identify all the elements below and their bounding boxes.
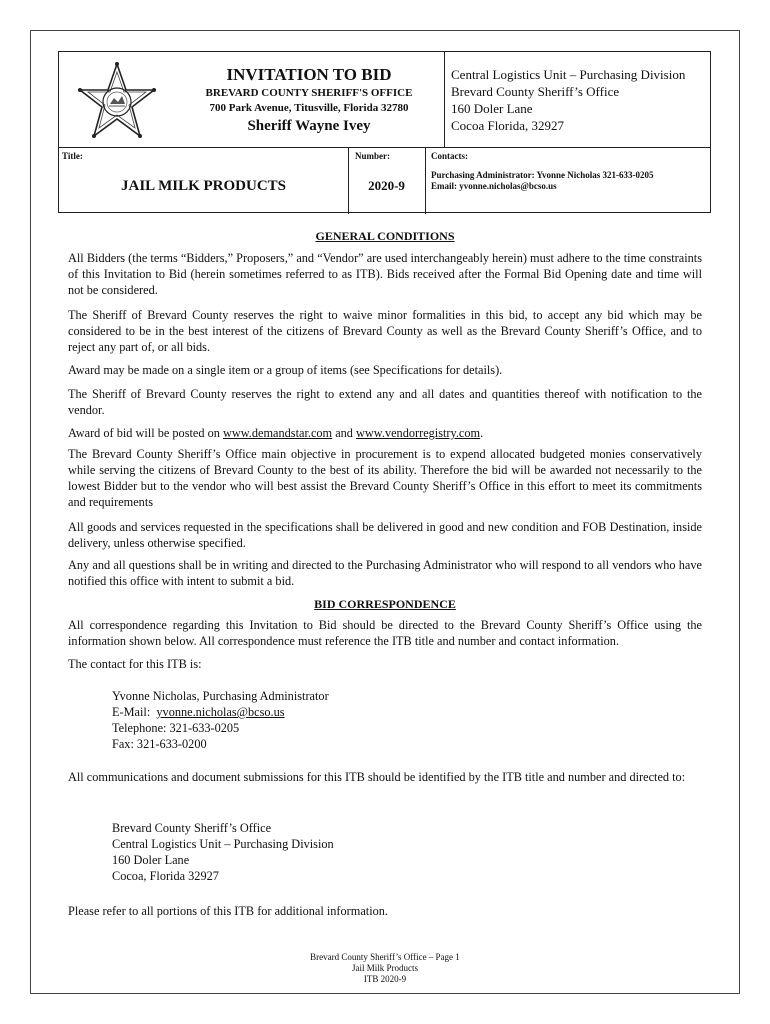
footer-line: Brevard County Sheriff’s Office – Page 1 xyxy=(310,952,460,962)
contact-fax: Fax: 321-633-0200 xyxy=(112,737,207,751)
office-address: 700 Park Avenue, Titusville, Florida 32780 xyxy=(209,102,409,114)
bid-title: JAIL MILK PRODUCTS xyxy=(120,178,287,194)
bid-number: 2020-9 xyxy=(368,178,405,193)
email-link[interactable]: yvonne.nicholas@bcso.us xyxy=(156,705,285,719)
sheriff-name: Sheriff Wayne Ivey xyxy=(247,118,371,134)
footer-line: ITB 2020-9 xyxy=(363,974,407,984)
address-line: Central Logistics Unit – Purchasing Division xyxy=(112,837,334,851)
header-info-row xyxy=(59,148,710,214)
address-line: 160 Doler Lane xyxy=(112,853,190,867)
contacts-value xyxy=(431,170,711,192)
paragraph: The Brevard County Sheriff’s Office main objective in procurement is to expend allocated budgeted monies conservatively while serving the citizens of Brevard County to the best of its ability. Therefore the bid will be awarded not necessarily to the lowest Bidder but to the vendor who will best assist the Brevard County Sheriff’s Office in this effort to meet its commitments and requirements xyxy=(68,447,702,509)
address-line: Brevard County Sheriff’s Office xyxy=(112,821,272,835)
division-address-block xyxy=(451,66,709,134)
email-label: E-Mail: xyxy=(112,705,157,719)
paragraph: The Sheriff of Brevard County reserves the right to waive minor formalities in this bid, to accept any bid which may be considered to be in the best interest of the citizens of Brevard County as well as the Brevard County Sheriff’s Office, and to reject any part of, or all bids. xyxy=(68,308,702,354)
division-line: Central Logistics Unit – Purchasing Division xyxy=(451,67,686,82)
paragraph: Any and all questions shall be in writing and directed to the Purchasing Administrator who will respond to all vendors who have notified this office with intent to submit a bid. xyxy=(68,558,702,588)
text: . xyxy=(480,426,484,440)
paragraph: The contact for this ITB is: xyxy=(68,657,202,671)
contacts-label: Contacts: xyxy=(431,151,468,161)
header-top-row xyxy=(59,52,710,148)
header-divider xyxy=(444,52,445,148)
paragraph xyxy=(68,425,702,441)
document-title: INVITATION TO BID xyxy=(226,65,392,84)
contact-line: Email: yvonne.nicholas@bcso.us xyxy=(431,181,557,191)
demandstar-link[interactable]: www.demandstar.com xyxy=(222,426,333,440)
text: Award of bid will be posted on xyxy=(68,426,223,440)
division-line: Brevard County Sheriff’s Office xyxy=(451,84,620,99)
paragraph: The Sheriff of Brevard County reserves the right to extend any and all dates and quantities thereof with notification to the vendor. xyxy=(68,387,702,417)
contact-email xyxy=(112,704,512,720)
bid-correspondence-heading: BID CORRESPONDENCE xyxy=(314,597,456,611)
contact-block xyxy=(112,688,512,752)
paragraph: Award may be made on a single item or a group of items (see Specifications for details). xyxy=(68,363,503,377)
info-divider xyxy=(425,148,426,214)
address-line: Cocoa, Florida 32927 xyxy=(112,869,219,883)
contact-name: Yvonne Nicholas, Purchasing Administrator xyxy=(112,689,329,703)
mailing-address-block xyxy=(112,820,512,884)
paragraph: All correspondence regarding this Invitation to Bid should be directed to the Brevard County Sheriff’s Office using the information shown below. All correspondence must reference the ITB title and number and contact information. xyxy=(68,618,702,648)
vendorregistry-link[interactable]: www.vendorregistry.com xyxy=(356,426,481,440)
paragraph: All communications and document submissions for this ITB should be identified by the ITB title and number and directed to: xyxy=(68,770,686,784)
contact-line: Purchasing Administrator: Yvonne Nicholas 321-633-0205 xyxy=(431,170,654,180)
division-line: Cocoa Florida, 32927 xyxy=(451,118,565,133)
header-box xyxy=(58,51,711,213)
general-conditions-heading: GENERAL CONDITIONS xyxy=(315,229,455,243)
page-footer xyxy=(235,952,535,985)
footer-line: Jail Milk Products xyxy=(351,963,418,973)
sheriff-star-seal-icon xyxy=(77,62,157,142)
number-label: Number: xyxy=(355,151,390,161)
text: and xyxy=(332,426,357,440)
division-line: 160 Doler Lane xyxy=(451,101,533,116)
office-name: BREVARD COUNTY SHERIFF'S OFFICE xyxy=(205,87,413,99)
contact-telephone: Telephone: 321-633-0205 xyxy=(112,721,240,735)
title-label: Title: xyxy=(62,151,83,161)
paragraph: Please refer to all portions of this ITB for additional information. xyxy=(68,904,388,918)
paragraph: All goods and services requested in the specifications shall be delivered in good and new condition and FOB Destination, inside delivery, unless otherwise specified. xyxy=(68,520,702,550)
paragraph: All Bidders (the terms “Bidders,” Proposers,” and “Vendor” are used interchangeably herein) must adhere to the time constraints of this Invitation to Bid (herein sometimes referred to as ITB). Bids received after the Formal Bid Opening date and time will not be considered. xyxy=(68,251,702,297)
